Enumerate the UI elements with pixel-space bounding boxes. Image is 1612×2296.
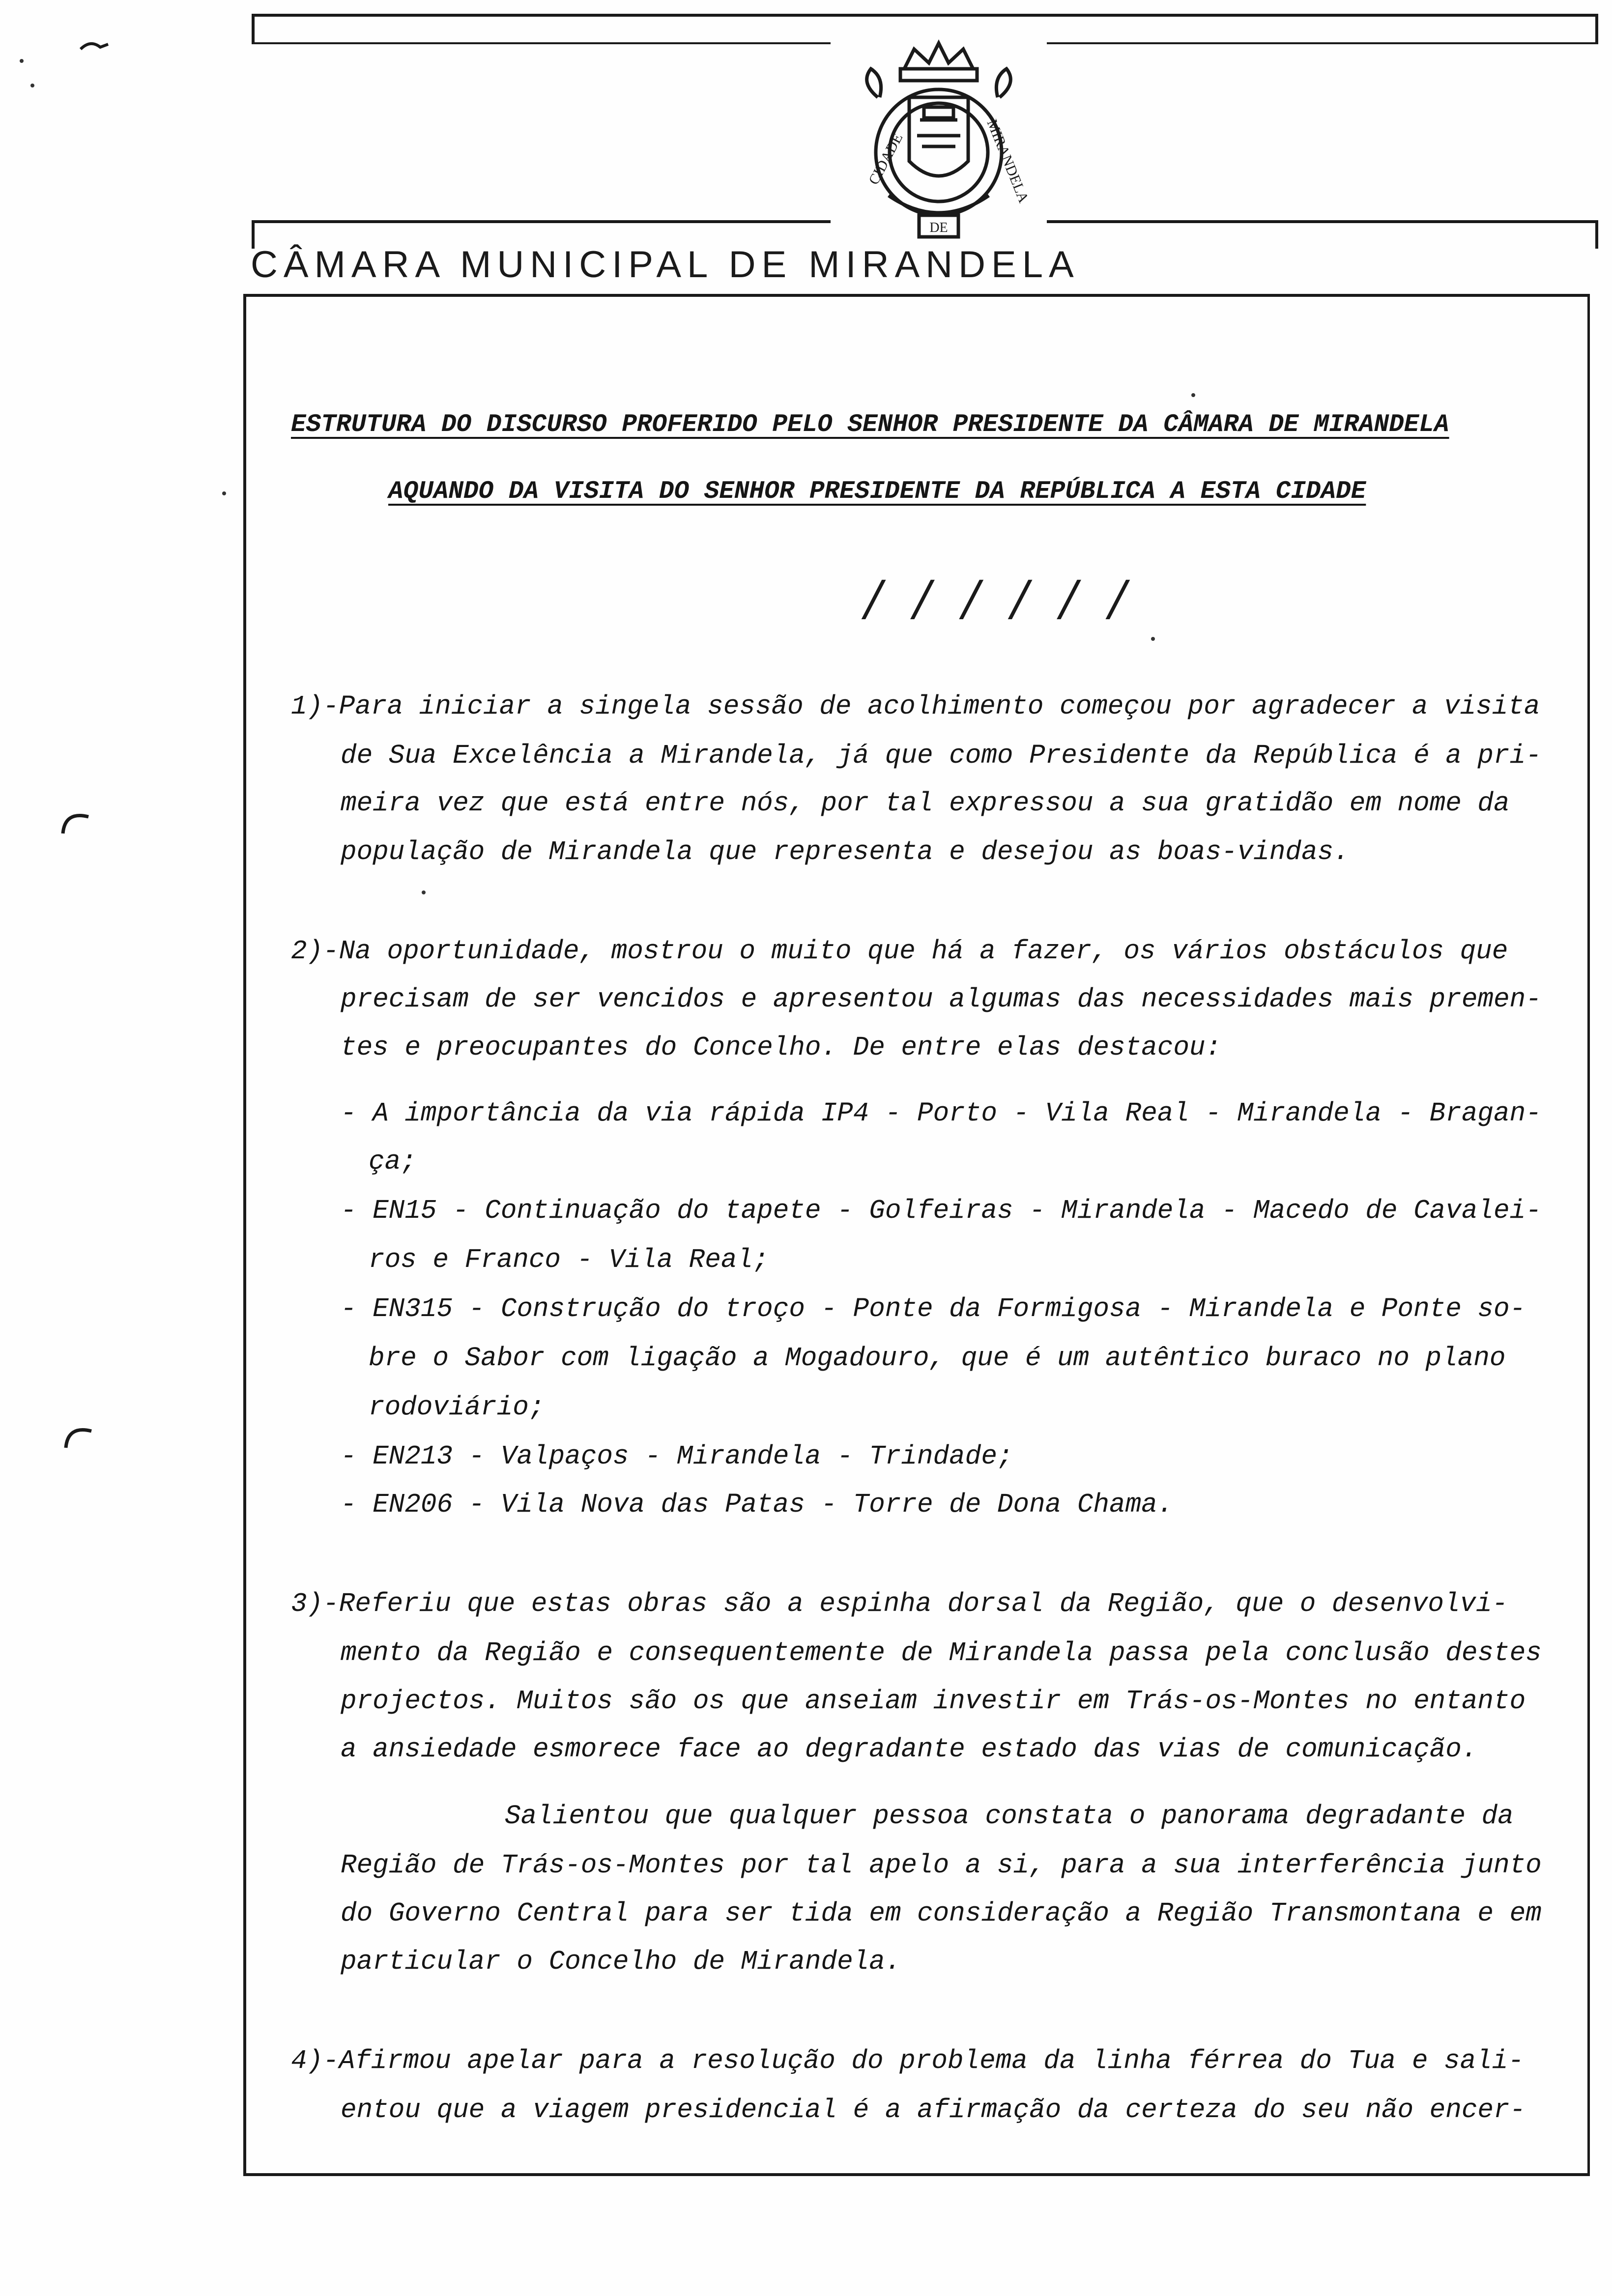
body-line: - EN15 - Continuação do tapete - Golfeiras - Mirandela - Macedo de Cavalei- [341,1196,1542,1226]
svg-text:DE: DE [929,220,948,235]
document-title-line-1: ESTRUTURA DO DISCURSO PROFERIDO PELO SENHOR PRESIDENTE DA CÂMARA DE MIRANDELA [291,411,1449,439]
body-line: tes e preocupantes do Concelho. De entre elas destacou: [341,1033,1222,1063]
margin-arc-mark-icon [63,1420,94,1452]
scan-speck [30,84,34,87]
body-line: população de Mirandela que representa e desejou as boas-vindas. [341,837,1350,867]
title-separator: / / / / / / [865,566,1135,631]
body-line: meira vez que está entre nós, por tal expressou a sua gratidão em nome da [341,789,1510,819]
body-line: 3)-Referiu que estas obras são a espinha dorsal da Região, que o desenvolvi- [291,1589,1508,1619]
svg-text:MIRANDELA: MIRANDELA [983,117,1032,205]
body-line: entou que a viagem presidencial é a afirmação da certeza do seu não encer- [341,2095,1526,2125]
svg-text:CIDADE: CIDADE [865,130,906,188]
document-title-line-2: AQUANDO DA VISITA DO SENHOR PRESIDENTE DA REPÚBLICA A ESTA CIDADE [388,478,1366,506]
scan-speck [20,59,24,63]
scan-speck [1151,637,1155,641]
margin-scribble-icon [79,29,110,61]
body-line: ros e Franco - Vila Real; [369,1245,769,1275]
body-line: - EN206 - Vila Nova das Patas - Torre de Dona Chama. [341,1490,1174,1520]
body-line: 2)-Na oportunidade, mostrou o muito que há a fazer, os vários obstáculos que [291,937,1508,967]
body-line: de Sua Excelência a Mirandela, já que como Presidente da República é a pri- [341,741,1542,771]
body-line: mento da Região e consequentemente de Mirandela passa pela conclusão destes [341,1638,1542,1668]
body-line: a ansiedade esmorece face ao degradante estado das vias de comunicação. [341,1735,1478,1765]
scan-speck [422,890,426,894]
coat-of-arms-icon [831,24,1047,240]
body-line: projectos. Muitos são os que anseiam investir em Trás-os-Montes no entanto [341,1687,1526,1717]
body-line: ça; [369,1147,417,1177]
body-line: - A importância da via rápida IP4 - Porto - Vila Real - Mirandela - Bragan- [341,1099,1542,1129]
body-line: precisam de ser vencidos e apresentou algumas das necessidades mais premen- [341,985,1542,1015]
body-line: Salientou que qualquer pessoa constata o panorama degradante da [505,1802,1514,1832]
scan-speck [1191,393,1195,397]
body-line: particular o Concelho de Mirandela. [341,1947,901,1977]
body-line: 4)-Afirmou apelar para a resolução do problema da linha férrea do Tua e sali- [291,2046,1524,2076]
body-line: do Governo Central para ser tida em consideração a Região Transmontana e em [341,1899,1542,1929]
body-line: 1)-Para iniciar a singela sessão de acolhimento começou por agradecer a visita [291,692,1540,722]
body-line: Região de Trás-os-Montes por tal apelo a si, para a sua interferência junto [341,1851,1542,1881]
body-line: bre o Sabor com ligação a Mogadouro, que é um autêntico buraco no plano [369,1344,1506,1374]
body-line: - EN315 - Construção do troço - Ponte da Formigosa - Mirandela e Ponte so- [341,1294,1526,1324]
body-line: - EN213 - Valpaços - Mirandela - Trindade; [341,1442,1013,1472]
organization-name: CÂMARA MUNICIPAL DE MIRANDELA [251,244,1080,286]
scan-speck [222,491,226,495]
margin-arc-mark-icon [60,806,91,837]
body-line: rodoviário; [369,1393,545,1423]
